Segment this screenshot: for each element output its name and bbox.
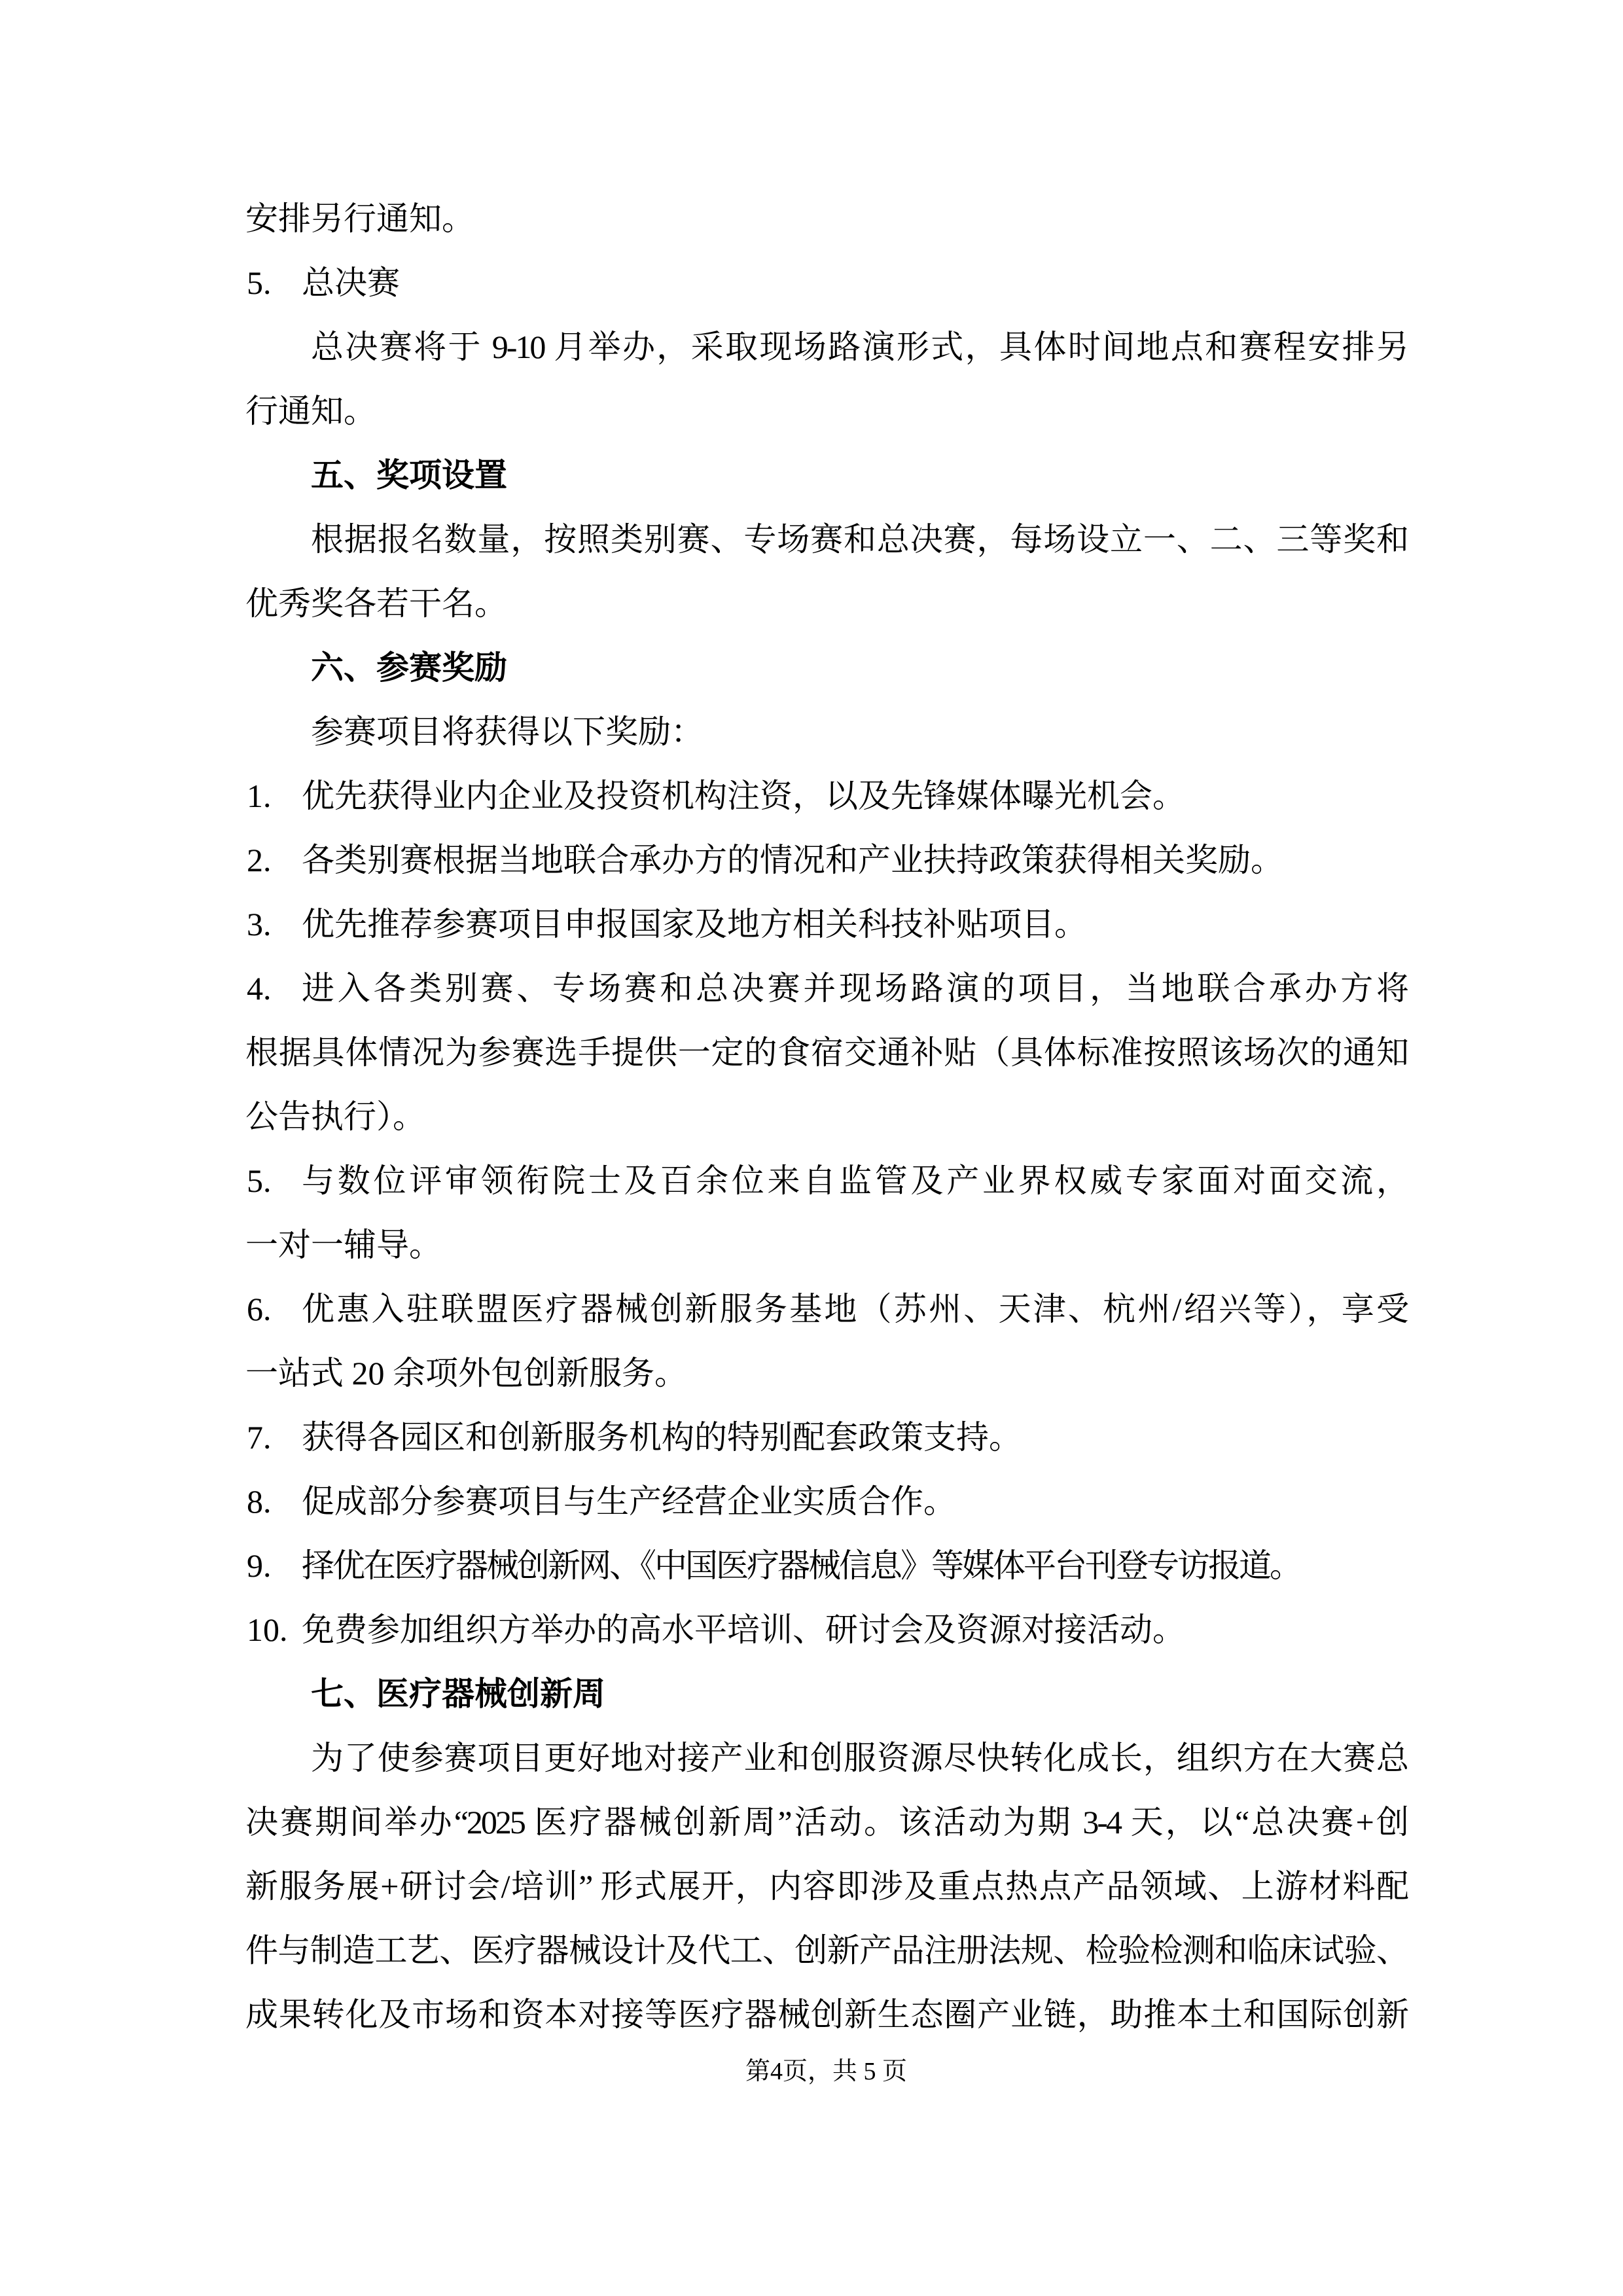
list-item (245, 1277, 1407, 1341)
paragraph-line: 件与制造工艺、医疗器械设计及代工、创新产品注册法规、检验检测和临床试验、 (245, 1932, 1407, 1969)
paragraph-line: 公告执行）。 (245, 1098, 425, 1135)
list-item (245, 892, 1407, 956)
paragraph-line: 成果转化及市场和资本对接等医疗器械创新生态圈产业链，助推本土和国际创新 (245, 1996, 1407, 2033)
document-body (245, 187, 1407, 2047)
list-item-number: 5. (247, 264, 272, 301)
list-item-text: 择优在医疗器械创新网、《中国医疗器械信息》等媒体平台刊登专访报道。 (302, 1547, 1300, 1584)
list-item (245, 1149, 1407, 1213)
paragraph-line: 为了使参赛项目更好地对接产业和创服资源尽快转化成长，组织方在大赛总 (311, 1740, 1407, 1776)
paragraph-line: 行通知。 (245, 393, 376, 429)
list-item (245, 1534, 1407, 1598)
list-item-number: 3. (247, 906, 272, 942)
list-item (245, 1598, 1407, 1662)
paragraph-line: 决赛期间举办“2025 医疗器械创新周”活动。该活动为期 3-4 天，以“总决赛+创 (245, 1804, 1407, 1840)
list-item-number: 1. (247, 778, 272, 814)
list-item-text: 优先推荐参赛项目申报国家及地方相关科技补贴项目。 (302, 906, 1087, 942)
list-item-number: 2. (247, 842, 272, 878)
list-item-text: 与数位评审领衔院士及百余位来自监管及产业界权威专家面对面交流， (302, 1162, 1407, 1199)
section-heading-innovation-week: 七、医疗器械创新周 (311, 1676, 605, 1712)
list-item-number: 8. (247, 1483, 272, 1520)
paragraph-line: 安排另行通知。 (245, 200, 474, 237)
list-item (245, 828, 1407, 892)
list-item-text: 免费参加组织方举办的高水平培训、研讨会及资源对接活动。 (302, 1611, 1185, 1648)
list-item-number: 7. (247, 1419, 272, 1456)
paragraph-line: 一对一辅导。 (245, 1227, 442, 1263)
list-item (245, 1469, 1407, 1534)
list-item (245, 956, 1407, 1020)
section-heading-incentives: 六、参赛奖励 (311, 649, 507, 686)
paragraph-line: 优秀奖各若干名。 (245, 585, 507, 622)
paragraph-line: 一站式 20 余项外包创新服务。 (245, 1355, 687, 1391)
list-item-number: 9. (247, 1547, 272, 1584)
list-item-number: 6. (247, 1291, 272, 1327)
list-item-text: 优先获得业内企业及投资机构注资，以及先锋媒体曝光机会。 (302, 778, 1185, 814)
list-item (245, 1405, 1407, 1469)
list-item-text: 获得各园区和创新服务机构的特别配套政策支持。 (302, 1419, 1022, 1456)
list-item-text: 各类别赛根据当地联合承办方的情况和产业扶持政策获得相关奖励。 (302, 842, 1283, 878)
section-heading-awards: 五、奖项设置 (311, 457, 507, 493)
list-item (245, 764, 1407, 828)
list-item-number: 5. (247, 1162, 272, 1199)
list-item-text: 促成部分参赛项目与生产经营企业实质合作。 (302, 1483, 956, 1520)
paragraph-line: 总决赛将于 9-10 月举办，采取现场路演形式，具体时间地点和赛程安排另 (311, 329, 1407, 365)
paragraph-line: 新服务展+研讨会/培训” 形式展开，内容即涉及重点热点产品领域、上游材料配 (245, 1868, 1407, 1905)
list-item (245, 251, 1407, 315)
paragraph-line: 参赛项目将获得以下奖励： (311, 713, 704, 750)
list-item-number: 10. (247, 1611, 288, 1648)
list-item-number: 4. (247, 970, 272, 1007)
page-number-footer: 第4页，共 5 页 (745, 2058, 907, 2085)
list-item-text: 优惠入驻联盟医疗器械创新服务基地（苏州、天津、杭州/绍兴等），享受 (302, 1291, 1407, 1327)
list-item-text: 总决赛 (302, 264, 400, 301)
paragraph-line: 根据具体情况为参赛选手提供一定的食宿交通补贴（具体标准按照该场次的通知 (245, 1034, 1407, 1071)
list-item-text: 进入各类别赛、专场赛和总决赛并现场路演的项目，当地联合承办方将 (302, 970, 1407, 1007)
paragraph-line: 根据报名数量，按照类别赛、专场赛和总决赛，每场设立一、二、三等奖和 (311, 521, 1407, 558)
